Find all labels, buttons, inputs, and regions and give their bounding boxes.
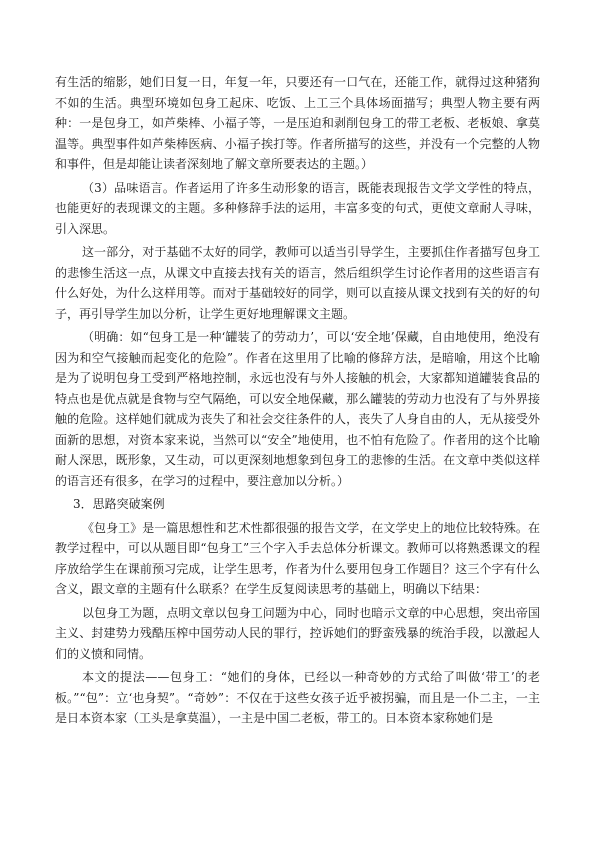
paragraph-typical-environment: 有生活的缩影，她们日复一日，年复一年，只要还有一口气在，还能工作，就得过这种猪狗不如的生活。典型环境如包身工起床、吃饭、上工三个具体场面描写；典型人物主要有两种：一是包身工，如芦柴棒、小福子等，一是压迫和剥削包身工的带工老板、老板娘、拿莫温等。典型事件如芦柴棒医病、小福子挨打等。作者所描写的这些，并没有一个完整的人物和事件，但是却能让读者深刻地了解文章所要表达的主题。） — [55, 75, 540, 171]
paragraph-title-meaning: 以包身工为题，点明文章以包身工问题为中心，同时也暗示文章的中心思想，突出帝国主义、封建势力残酷压榨中国劳动人民的罪行，控诉她们的野蛮残暴的统治手段，以激起人们的义愤和同情。 — [55, 605, 540, 661]
paragraph-case-intro: 《包身工》是一篇思想性和艺术性都很强的报告文学，在文学史上的地位比较特殊。在教学过程中，可以从题目即“包身工”三个字入手去总体分析课文。教师可以将熟悉课文的程序放给学生在课前预习完成，让学生思考，作者为什么要用包身工作题目？这三个字有什么含义，跟文章的主题有什么联系？在学生反复阅读思考的基础上，明确以下结果： — [55, 520, 540, 596]
paragraph-clarification: （明确：如“包身工是一种‘罐装了的劳动力’，可以‘安全地’保藏，自由地使用，绝没有因为和空气接触而起变化的危险”。作者在这里用了比喻的修辞方法，是暗喻，用这个比喻是为了说明包身工受到严格地控制，永远也没有与外人接触的机会，大家都知道罐装食品的特点也是优点就是食物与空气隔绝，可以安全地保藏，那么罐装的劳动力也没有了与外界接触的危险。这样她们就成为丧失了和社会交往条件的人，丧失了人身自由的人，无从接受外面新的思想，对资本家来说，当然可以“安全”地使用，也不怕有危险了。作者用的这个比喻耐人深思，既形象，又生动，可以更深刻地想象到包身工的悲惨的生活。在文章中类似这样的语言还有很多，在学习的过程中，要注意加以分析。） — [55, 330, 540, 488]
section-heading: 3．思路突破案例 — [73, 497, 165, 511]
paragraph-teaching-guide: 这一部分，对于基础不太好的同学，教师可以适当引导学生，主要抓住作者描写包身工的悲惨生活这一点，从课文中直接去找有关的语言，然后组织学生讨论作者用的这些语言有什么好处，为什么这样用等。而对于基础较好的同学，则可以直接从课文找到有关的好的句子，再引导学生加以分析，让学生更好地理解课文主题。 — [55, 245, 540, 321]
paragraph-term-explanation: 本文的提法——包身工：“她们的身体，已经以一种奇妙的方式给了叫做‘带工’的老板。”“包”：立‘也身契”。“奇妙”：不仅在于这些女孩子近乎被拐骗，而且是一仆二主，一主是日本资本家（工头是拿莫温），一主是中国二老板，带工的。日本资本家称她们是 — [55, 670, 540, 725]
paragraph-language: （3）品味语言。作者运用了许多生动形象的语言，既能表现报告文学文学性的特点，也能更好的表现课文的主题。多种修辞手法的运用，丰富多变的句式，更使文章耐人寻味，引入深思。 — [55, 180, 540, 236]
